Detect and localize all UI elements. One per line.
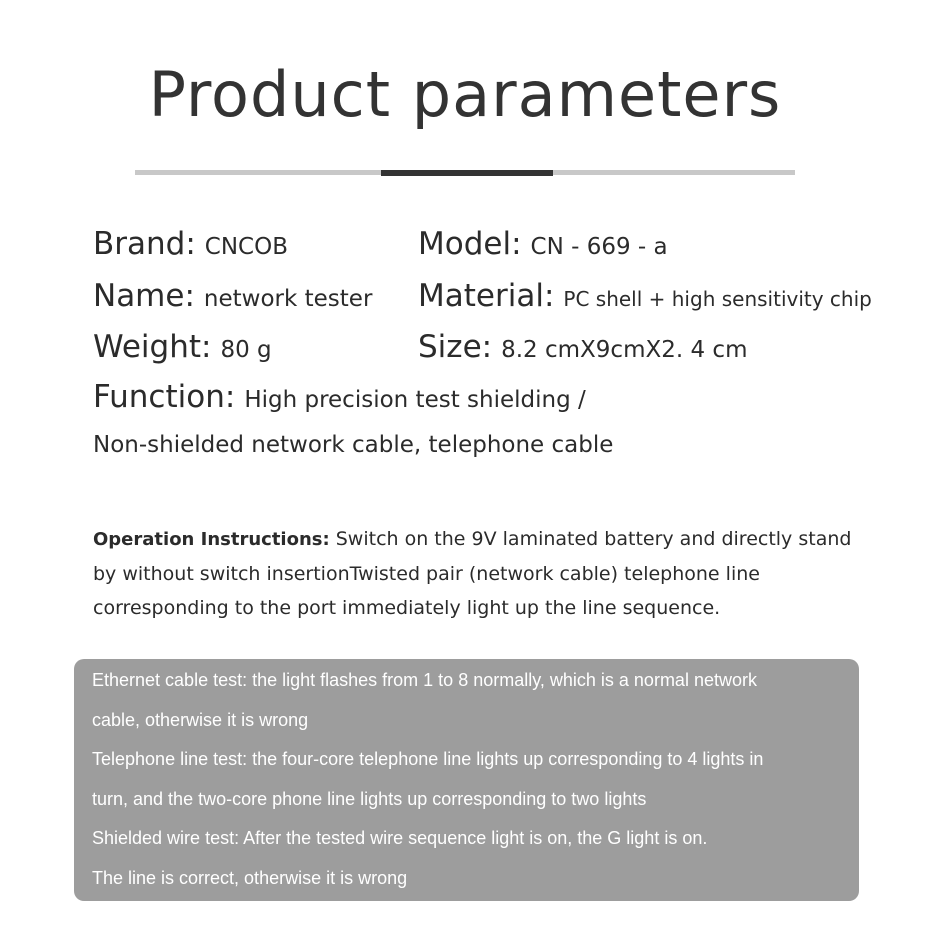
test-line: Ethernet cable test: the light flashes from 1 to 8 normally, which is a normal network [92, 670, 757, 690]
param-model [418, 226, 668, 262]
param-material-label: Material: [418, 278, 555, 314]
param-function [93, 379, 586, 415]
operation-instructions-label: Operation Instructions: [93, 529, 330, 550]
param-material-value: PC shell + high sensitivity chip [563, 287, 872, 311]
param-function-value: High precision test shielding / [244, 387, 586, 413]
param-brand-label: Brand: [93, 226, 196, 262]
test-line: Shielded wire test: After the tested wire sequence light is on, the G light is on. [92, 828, 708, 848]
param-size-value: 8.2 cmX9cmX2. 4 cm [501, 337, 748, 363]
param-brand [93, 226, 288, 262]
operation-instructions-text: Switch on the 9V laminated battery and directly stand by without switch insertionTwisted pair (network cable) telephone line corresponding to the port immediately light up the line sequence. [93, 528, 852, 619]
param-size-label: Size: [418, 329, 493, 365]
param-model-value: CN - 669 - a [530, 234, 668, 260]
test-line: Telephone line test: the four-core telephone line lights up corresponding to 4 lights in [92, 749, 764, 769]
param-model-label: Model: [418, 226, 522, 262]
title-divider-accent [381, 170, 553, 176]
param-weight-value: 80 g [220, 337, 272, 363]
param-name-label: Name: [93, 278, 195, 314]
param-brand-value: CNCOB [204, 234, 288, 260]
param-weight [93, 329, 272, 365]
test-instructions-panel [74, 659, 859, 901]
operation-instructions [93, 522, 863, 625]
param-weight-label: Weight: [93, 329, 212, 365]
test-line: cable, otherwise it is wrong [92, 710, 309, 730]
param-name [93, 278, 372, 314]
param-function-label: Function: [93, 379, 236, 415]
param-size [418, 329, 747, 365]
param-function-value-continued: Non-shielded network cable, telephone cable [93, 432, 614, 458]
test-line: turn, and the two-core phone line lights up corresponding to two lights [92, 789, 647, 809]
param-material [418, 278, 872, 314]
page-title: Product parameters [148, 58, 782, 131]
param-name-value: network tester [203, 286, 373, 312]
test-line: The line is correct, otherwise it is wrong [92, 868, 408, 888]
